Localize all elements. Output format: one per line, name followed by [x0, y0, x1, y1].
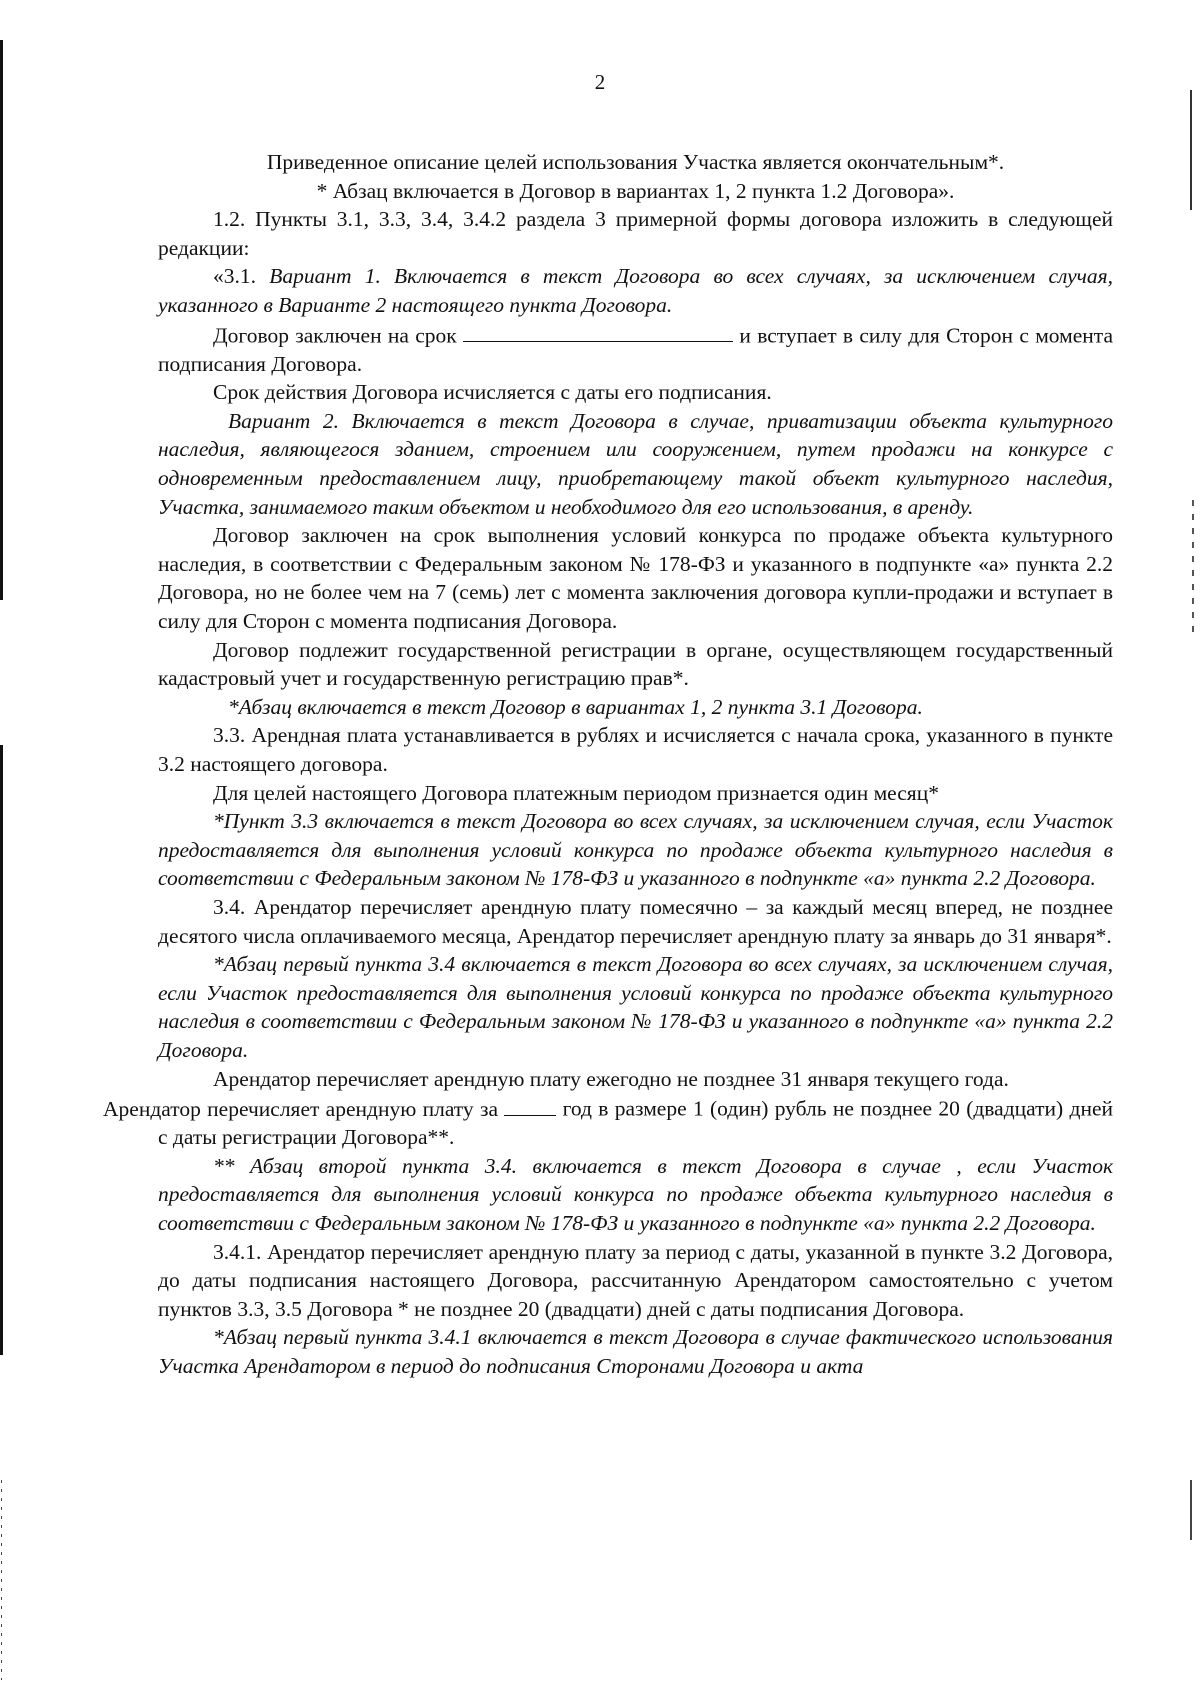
paragraph: 3.4.1. Арендатор перечисляет арендную плату за период с даты, указанной в пункте 3.2 Договора, до даты подписания настоящего Договора, рассчитанную Арендатором самостоятельно с учетом пунктов 3.3, 3.5 Договора * не позднее 20 (двадцати) дней с даты подписания Договора.: [158, 1239, 1113, 1321]
document-body: [103, 148, 1114, 1381]
paragraph: [158, 262, 1113, 319]
footnote-paragraph: *Абзац первый пункта 3.4.1 включается в текст Договора в случае фактического использования Участка Арендатором в период до подписания Сторонами Договора и акта: [158, 1325, 1113, 1378]
fill-in-blank: [463, 320, 733, 343]
scan-border-mark: [1, 1480, 2, 1680]
footnote-paragraph: *Абзац первый пункта 3.4 включается в текст Договора во всех случаях, за исключением случая, если Участок предоставляется для выполнения условий конкурса по продаже объекта культурного наследия в соответствии с Федеральным законом № 178-ФЗ и указанного в подпункте «а» пункта 2.2 Договора.: [158, 952, 1113, 1062]
fill-in-blank: [504, 1093, 556, 1116]
paragraph: Договор заключен на срок выполнения условий конкурса по продаже объекта культурного наследия, в соответствии с Федеральным законом № 178-ФЗ и указанного в подпункте «а» пункта 2.2 Договора, но не более чем на 7 (семь) лет с момента заключения договора купли-продажи и вступает в силу для Сторон с момента подписания Договора.: [158, 523, 1113, 633]
text-fragment: год в размере 1 (один) рубль не позднее 20 (двадцати) дней с даты регистрации Договора**.: [158, 1096, 1113, 1150]
paragraph: 1.2. Пункты 3.1, 3.3, 3.4, 3.4.2 раздела 3 примерной формы договора изложить в следующей редакции:: [158, 207, 1113, 260]
page-number: 2: [594, 70, 606, 94]
footnote-paragraph: *Абзац включается в текст Договор в вариантах 1, 2 пункта 3.1 Договора.: [228, 694, 923, 719]
paragraph: Договор подлежит государственной регистрации в органе, осуществляющем государственный кадастровый учет и государственную регистрацию прав*.: [158, 637, 1113, 691]
scan-border-mark: [1190, 1480, 1192, 1540]
paragraph: Приведенное описание целей использования Участка является окончательным*.: [266, 150, 1005, 174]
paragraph: Срок действия Договора исчисляется с даты его подписания.: [213, 380, 772, 405]
footnote-paragraph: *Пункт 3.3 включается в текст Договора во всех случаях, за исключением случая, если Участок предоставляется для выполнения условий конкурса по продаже объекта культурного наследия в соответствии с Федеральным законом № 178-ФЗ и указанного в подпункте «а» пункта 2.2 Договора.: [158, 809, 1113, 891]
footnote-paragraph: ** Абзац второй пункта 3.4. включается в текст Договора в случае , если Участок предоставляется для выполнения условий конкурса по продаже объекта культурного наследия в соответствии с Федеральным законом № 178-ФЗ и указанного в подпункте «а» пункта 2.2 Договора.: [158, 1153, 1113, 1235]
paragraph: 3.4. Арендатор перечисляет арендную плату помесячно – за каждый месяц вперед, не позднее десятого числа оплачиваемого месяца, Арендатор перечисляет арендную плату за январь до 31 января*.: [158, 894, 1113, 948]
scan-border-mark: [0, 745, 3, 1355]
text-fragment: Договор заключен на срок: [213, 323, 464, 348]
quote-lead: «3.1.: [213, 264, 270, 289]
text-fragment: Арендатор перечисляет арендную плату ежегодно не позднее 31 января текущего года.: [213, 1066, 1009, 1091]
text-fragment: и вступает в силу для Сторон с момента подписания Договора.: [158, 323, 1113, 376]
scan-border-mark: [1192, 500, 1194, 640]
paragraph: [103, 1065, 1113, 1152]
paragraph: 3.3. Арендная плата устанавливается в рублях и исчисляется с начала срока, указанного в пункте 3.2 настоящего договора.: [158, 723, 1113, 776]
text-fragment: Арендатор перечисляет арендную плату за: [103, 1096, 505, 1121]
scan-border-mark: [0, 40, 3, 600]
scan-border-mark: [1190, 90, 1192, 210]
paragraph: Для целей настоящего Договора платежным периодом признается один месяц*: [213, 780, 939, 805]
variant-paragraph: Вариант 2. Включается в текст Договора в случае, приватизации объекта культурного наследия, являющегося зданием, строением или сооружением, путем продажи на конкурсе с одновременным предоставлением лицу, приобретающему такой объект культурного наследия, Участка, занимаемого таким объектом и необходимого для его использования, в аренду.: [158, 408, 1113, 519]
variant-heading: Вариант 1. Включается в текст Договора во всех случаях, за исключением случая, указанного в Варианте 2 настоящего пункта Договора.: [158, 264, 1114, 317]
footnote-paragraph: * Абзац включается в Договор в вариантах 1, 2 пункта 1.2 Договора».: [316, 178, 955, 203]
paragraph: [158, 320, 1113, 379]
